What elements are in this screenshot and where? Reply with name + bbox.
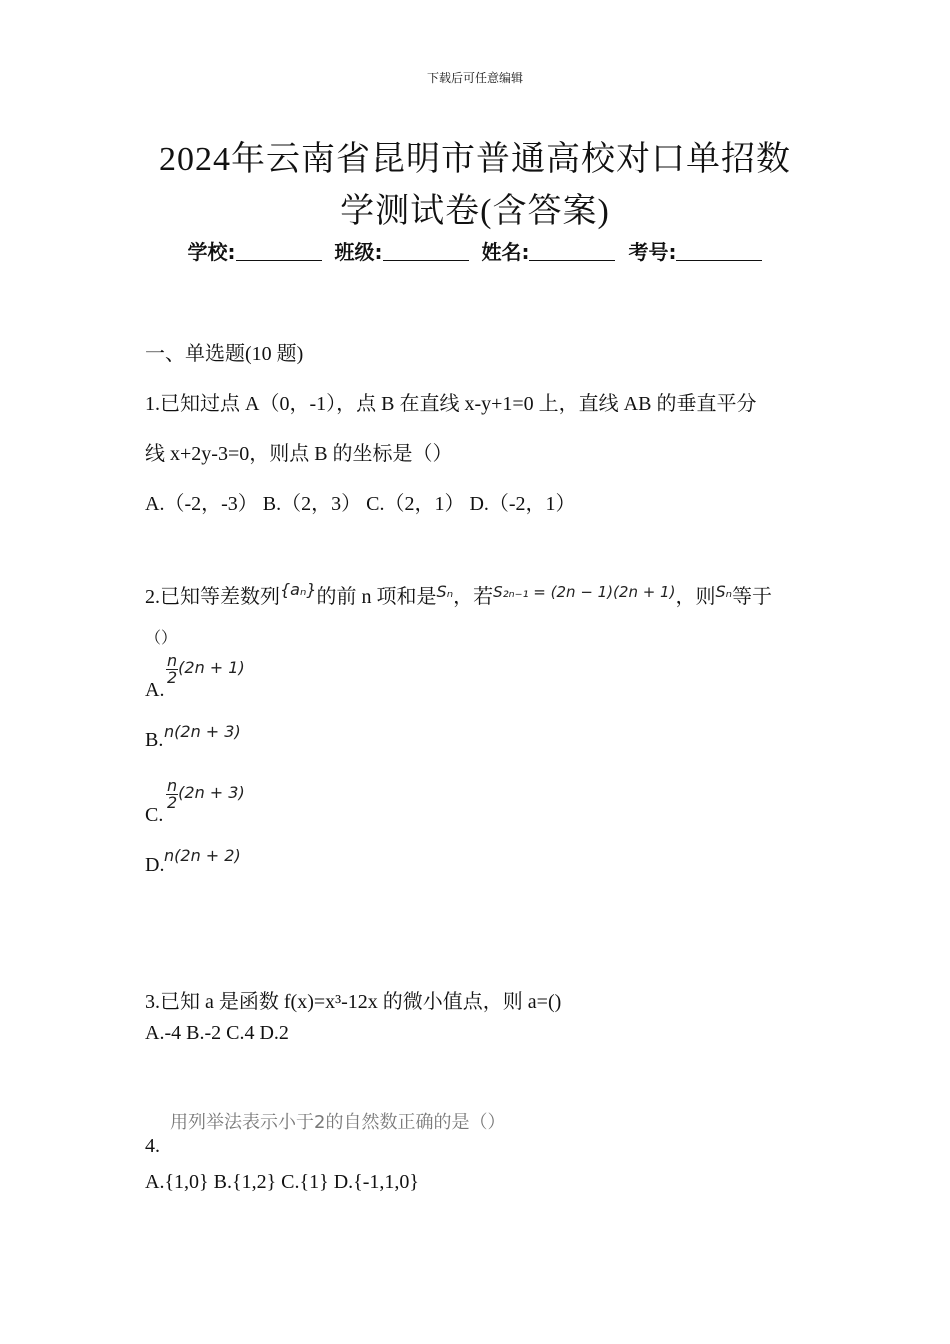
q2-suffix: 等于 (732, 586, 772, 608)
page-title-line-2: 学测试卷(含答案) (340, 193, 610, 230)
school-label: 学校: (187, 240, 236, 264)
q2-option-c-fraction: $\frac{n}{2}$ (166, 776, 178, 812)
q2-option-d-label: D. (145, 854, 165, 876)
q2-sn-formula-2: Sₙ (715, 582, 732, 601)
q2-option-a-fraction: $\frac{n}{2}$ (166, 651, 178, 687)
q1-stem-line-1: 1.已知过点 A（0，-1），点 B 在直线 x-y+1=0 上，直线 AB 的垂直平分 (145, 393, 757, 415)
school-blank (236, 240, 322, 261)
q2-stem (145, 580, 772, 609)
q2-mid2: ，若 (453, 586, 494, 608)
header-note: 下载后可任意编辑 (426, 71, 523, 85)
q4-options: A.{1,0} B.{1,2} C.{1} D.{-1,1,0} (145, 1171, 420, 1193)
q2-option-c-label: C. (145, 804, 164, 826)
section-title: 一、单选题(10 题) (145, 343, 304, 365)
q2-option-c-formula: $\frac{n}{2}$ (2n + 3) (166, 776, 245, 812)
q2-option-b-formula: n(2n + 3) (164, 722, 241, 741)
q4-number: 4. (145, 1135, 160, 1157)
q2-option-a-formula: $\frac{n}{2}$ (2n + 1) (166, 651, 245, 687)
class-blank (383, 240, 469, 261)
q2-mid3: ，则 (675, 586, 716, 608)
exam-no-label: 考号: (628, 240, 677, 264)
class-label: 班级: (334, 240, 383, 264)
q3-stem: 3.已知 a 是函数 f(x)=x³-12x 的微小值点，则 a=() (145, 991, 562, 1013)
q1-stem-line-2: 线 x+2y-3=0，则点 B 的坐标是（） (145, 443, 453, 465)
q2-mid1: 的前 n 项和是 (316, 586, 437, 608)
q2-paren: （） (145, 630, 178, 647)
q2-option-d-formula: n(2n + 2) (164, 846, 241, 865)
exam-no-blank (676, 240, 762, 261)
q2-sequence-formula: {aₙ} (280, 580, 317, 599)
q2-option-a-label: A. (145, 679, 165, 701)
q2-option-b-label: B. (145, 729, 164, 751)
q1-options: A.（-2，-3） B.（2，3） C.（2，1） D.（-2，1） (145, 493, 576, 515)
q2-condition-formula: S₂ₙ₋₁ = (2n − 1)(2n + 1) (493, 583, 676, 601)
q2-sn-formula: Sₙ (436, 582, 454, 601)
q3-options: A.-4 B.-2 C.4 D.2 (145, 1022, 289, 1044)
name-blank (529, 240, 615, 261)
name-label: 姓名: (481, 240, 530, 264)
q2-prefix: 2.已知等差数列 (145, 586, 280, 608)
student-info-fields (0, 236, 950, 265)
page-title-line-1: 2024年云南省昆明市普通高校对口单招数 (159, 141, 791, 178)
q4-stem-image-text: 用列举法表示小于2的自然数正确的是（） (170, 1112, 506, 1133)
